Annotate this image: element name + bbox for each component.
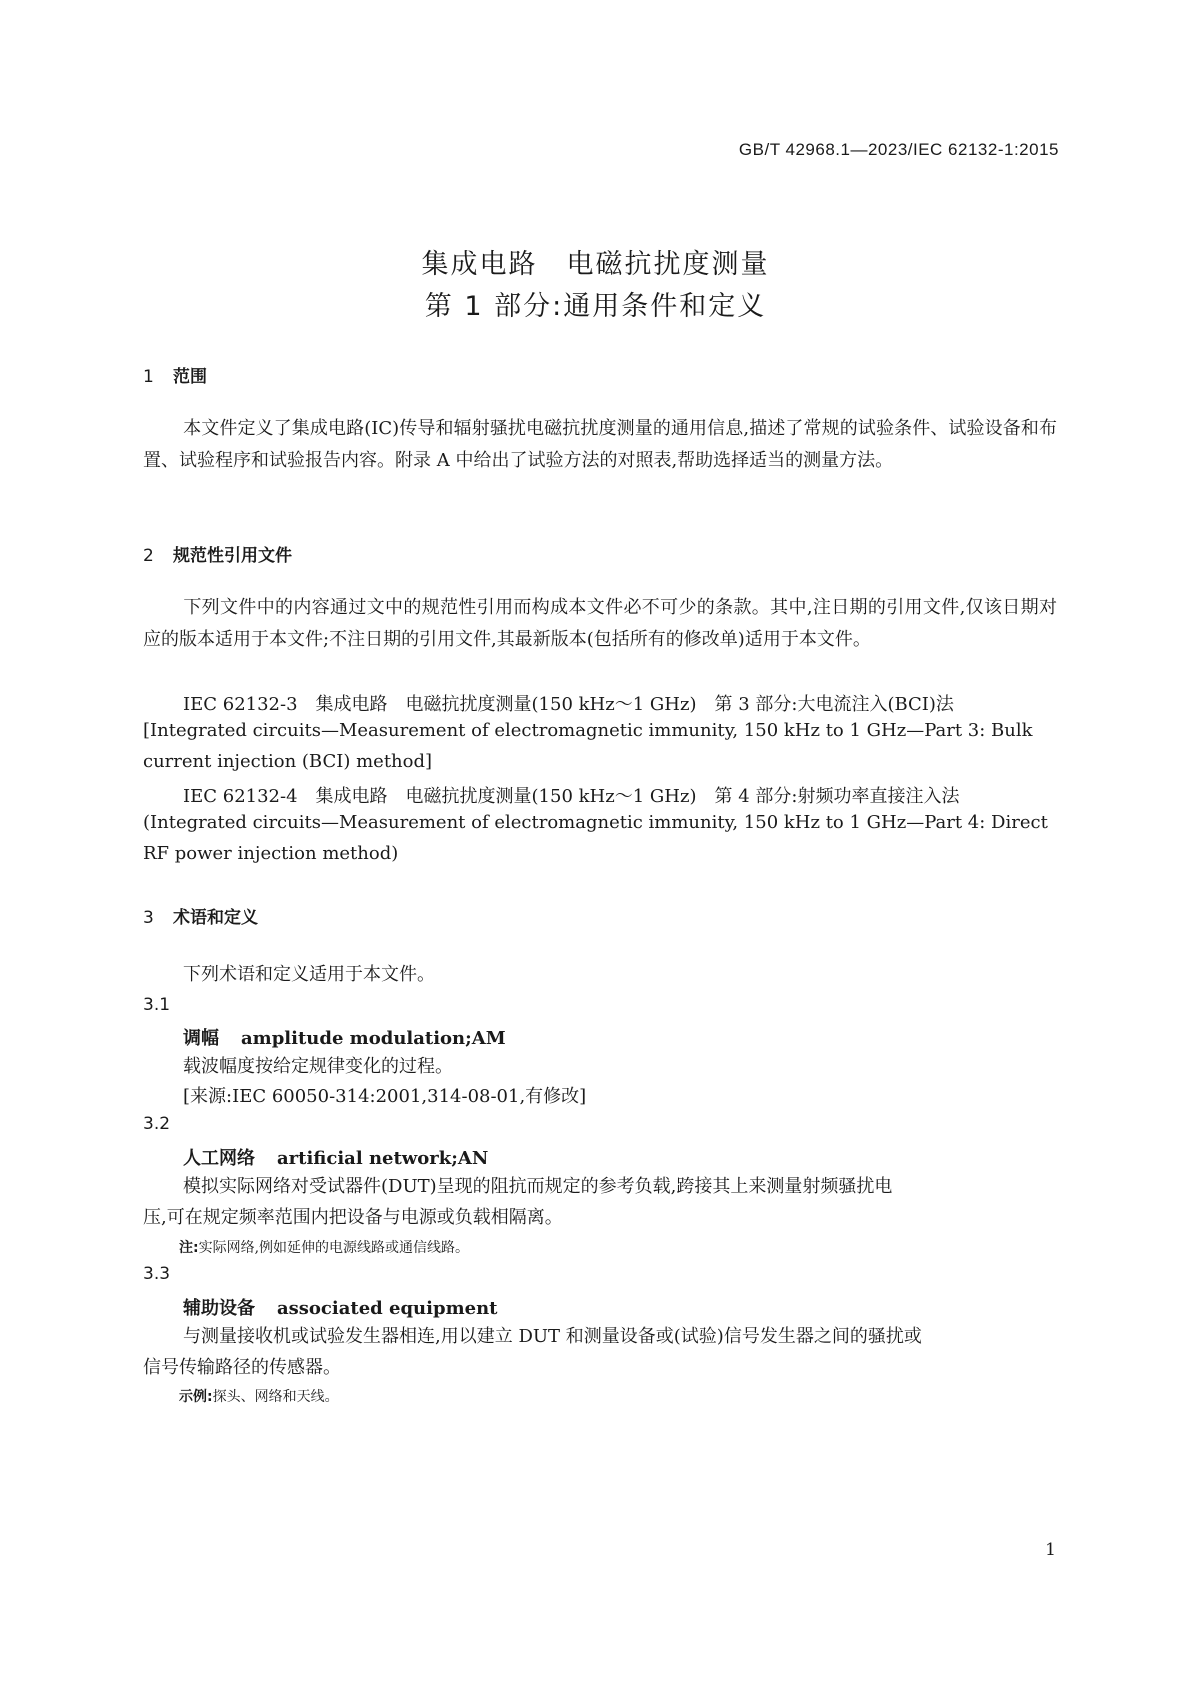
note-label: 注:: [179, 1240, 199, 1256]
document-title-line1: 集成电路 电磁抗扰度测量: [421, 249, 770, 280]
section-3-heading: [143, 903, 258, 928]
term-definition-line2: 信号传输路径的传感器。: [143, 1357, 341, 1378]
term-en: amplitude modulation;AM: [241, 1028, 506, 1049]
term-note: [179, 1237, 469, 1257]
reference-2-line3: RF power injection method): [143, 843, 399, 864]
section-title: 规范性引用文件: [173, 546, 292, 566]
term-number: 3.1: [143, 995, 171, 1015]
note-text: 实际网络,例如延伸的电源线路或通信线路。: [198, 1240, 470, 1256]
term-3-1: [183, 1024, 506, 1050]
term-definition-line1: 模拟实际网络对受试器件(DUT)呈现的阻抗而规定的参考负载,跨接其上来测量射频骚扰电: [183, 1176, 893, 1197]
standard-code: GB/T 42968.1—2023/IEC 62132-1:2015: [738, 140, 1059, 159]
term-en: associated equipment: [277, 1298, 498, 1319]
term-definition: 载波幅度按给定规律变化的过程。: [183, 1056, 453, 1077]
term-3-3: [183, 1294, 497, 1320]
document-title-line2: 第 1 部分:通用条件和定义: [424, 291, 767, 322]
term-definition-line1: 与测量接收机或试验发生器相连,用以建立 DUT 和测量设备或(试验)信号发生器之间的骚扰或: [183, 1326, 922, 1347]
term-cn: 人工网络: [183, 1148, 255, 1169]
term-definition-line2: 压,可在规定频率范围内把设备与电源或负载相隔离。: [143, 1207, 563, 1228]
section-number: 3: [143, 908, 154, 928]
term-example: [179, 1386, 339, 1406]
section-number: 2: [143, 546, 154, 566]
reference-1-line3: current injection (BCI) method]: [143, 751, 433, 772]
reference-2-line2: (Integrated circuits—Measurement of electromagnetic immunity, 150 kHz to 1 GHz—Part 4: Direct: [143, 812, 1048, 833]
term-number: 3.3: [143, 1264, 171, 1284]
section-3-intro: 下列术语和定义适用于本文件。: [183, 964, 435, 985]
term-3-2: [183, 1144, 488, 1170]
section-title: 术语和定义: [173, 908, 258, 928]
paragraph-text: 下列文件中的内容通过文中的规范性引用而构成本文件必不可少的条款。其中,注日期的引用文件,仅该日期对应的版本适用于本文件;不注日期的引用文件,其最新版本(包括所有的修改单)适用于本文件。: [143, 597, 1057, 650]
term-cn: 辅助设备: [183, 1298, 255, 1319]
paragraph-text: 本文件定义了集成电路(IC)传导和辐射骚扰电磁抗扰度测量的通用信息,描述了常规的试验条件、试验设备和布置、试验程序和试验报告内容。附录 A 中给出了试验方法的对照表,帮助选择适当的测量方法。: [143, 418, 1057, 471]
section-2-paragraph: [143, 592, 1057, 656]
reference-2-line1: IEC 62132-4 集成电路 电磁抗扰度测量(150 kHz～1 GHz) 第 4 部分:射频功率直接注入法: [183, 786, 960, 807]
section-1-paragraph: [143, 413, 1057, 477]
section-number: 1: [143, 367, 154, 387]
term-en: artificial network;AN: [277, 1148, 489, 1169]
example-label: 示例:: [179, 1389, 213, 1405]
term-number: 3.2: [143, 1114, 171, 1134]
example-text: 探头、网络和天线。: [212, 1389, 339, 1405]
page-number: 1: [1045, 1540, 1056, 1560]
section-1-heading: [143, 362, 207, 387]
reference-1-line2: [Integrated circuits—Measurement of electromagnetic immunity, 150 kHz to 1 GHz—Part 3: Bulk: [143, 720, 1033, 741]
section-2-heading: [143, 541, 292, 566]
term-cn: 调幅: [183, 1028, 219, 1049]
section-title: 范围: [173, 367, 207, 387]
reference-1-line1: IEC 62132-3 集成电路 电磁抗扰度测量(150 kHz～1 GHz) 第 3 部分:大电流注入(BCI)法: [183, 694, 954, 715]
term-source: [来源:IEC 60050-314:2001,314-08-01,有修改]: [183, 1086, 587, 1107]
